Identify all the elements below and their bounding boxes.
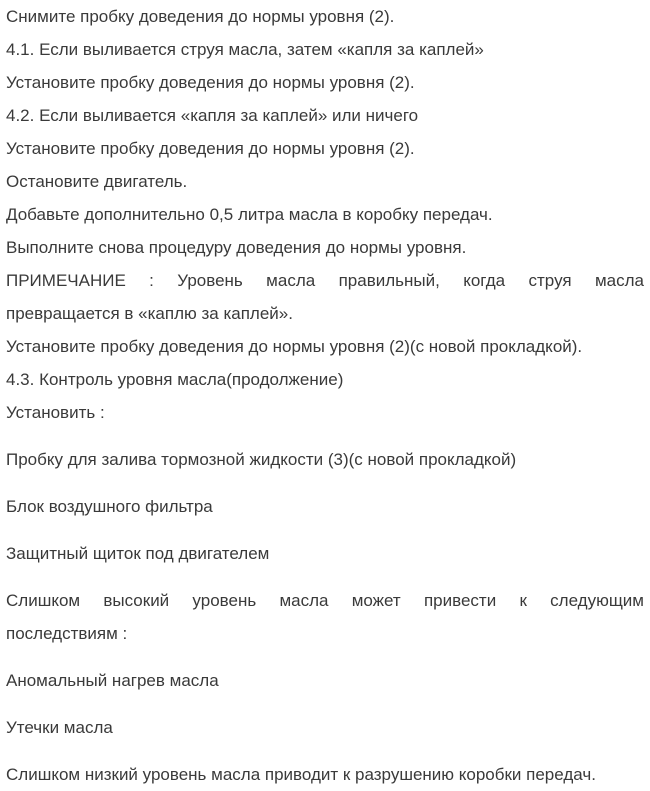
text-line-14: Пробку для залива тормозной жидкости (3)(с новой прокладкой) (6, 450, 517, 469)
text-line-19: Аномальный нагрев масла (6, 671, 219, 690)
text-line-4: 4.2. Если выливается «капля за каплей» или ничего (6, 106, 419, 125)
text-line-8: Выполните снова процедуру доведения до нормы уровня. (6, 238, 467, 257)
text-line-16: Защитный щиток под двигателем (6, 544, 270, 563)
text-line-5: Установите пробку доведения до нормы уровня (2). (6, 139, 415, 158)
note-line-1: ПРИМЕЧАНИЕ : Уровень масла правильный, когда струя масла (6, 271, 644, 290)
text-line-3: Установите пробку доведения до нормы уровня (2). (6, 73, 415, 92)
text-line-2: 4.1. Если выливается струя масла, затем «капля за каплей» (6, 40, 484, 59)
text-line-21: Слишком низкий уровень масла приводит к разрушению коробки передач. (6, 765, 596, 784)
text-line-20: Утечки масла (6, 718, 113, 737)
text-line-1: Снимите пробку доведения до нормы уровня (2). (6, 7, 395, 26)
text-line-15: Блок воздушного фильтра (6, 497, 213, 516)
warning-line-2: последствиям : (6, 624, 128, 643)
text-line-11: Установите пробку доведения до нормы уровня (2)(с новой прокладкой). (6, 337, 583, 356)
warning-line-1: Слишком высокий уровень масла может привести к следующим (6, 591, 644, 610)
section-heading: 4.3. Контроль уровня масла(продолжение) (6, 370, 344, 389)
document-body (6, 0, 644, 791)
text-line-6: Остановите двигатель. (6, 172, 188, 191)
note-line-2: превращается в «каплю за каплей». (6, 304, 293, 323)
text-line-13: Установить : (6, 403, 105, 422)
text-line-7: Добавьте дополнительно 0,5 литра масла в коробку передач. (6, 205, 493, 224)
